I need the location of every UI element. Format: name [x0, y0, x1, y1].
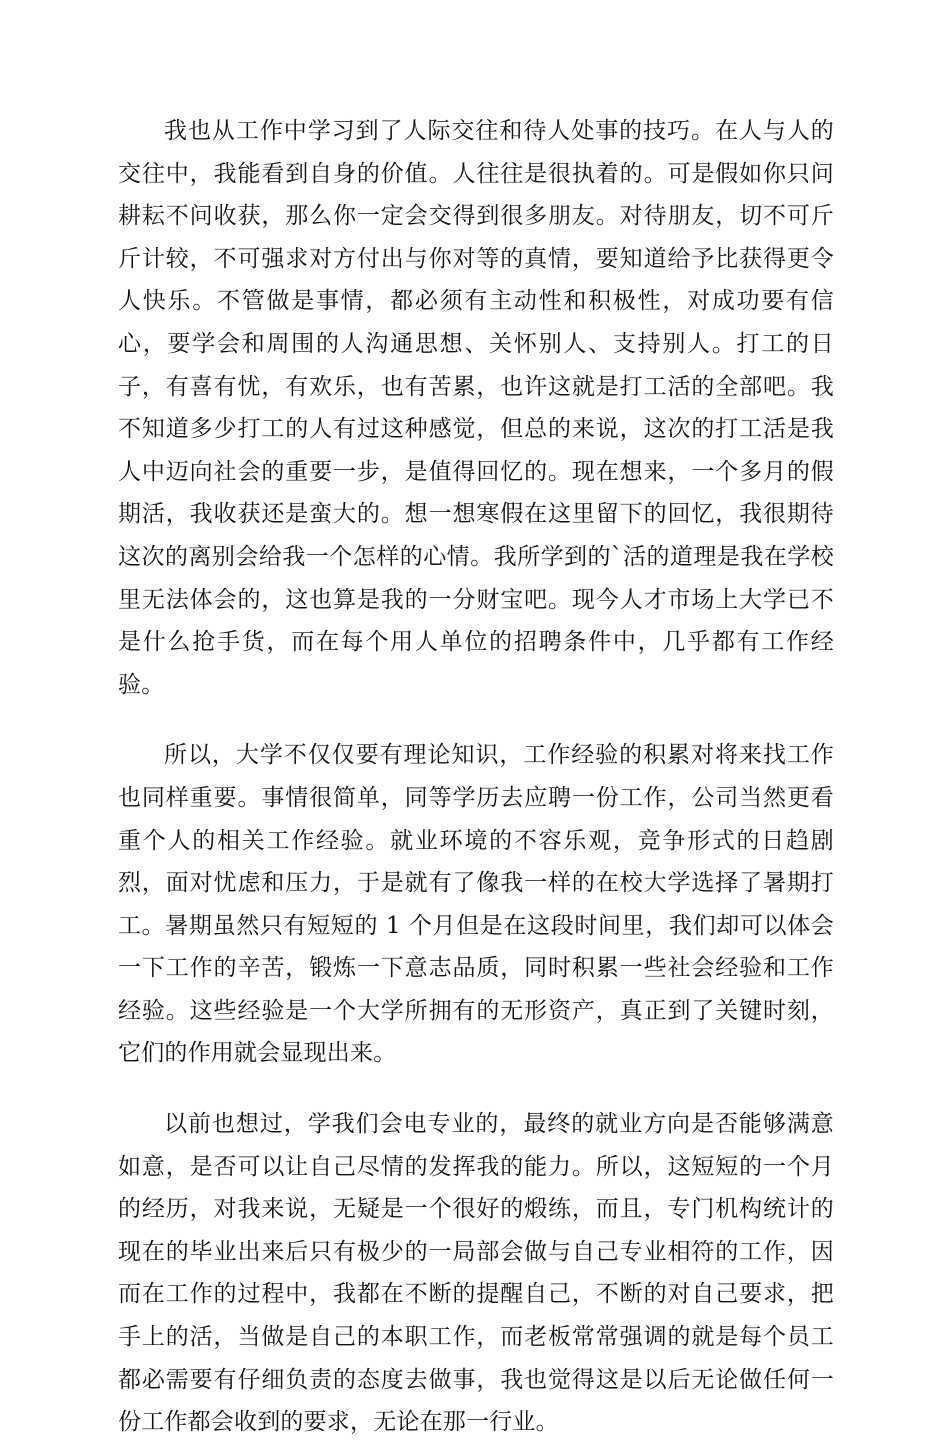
- paragraph-1: 我也从工作中学习到了人际交往和待人处事的技巧。在人与人的交往中，我能看到自身的价值。人往往是很执着的。可是假如你只问耕耘不问收获，那么你一定会交得到很多朋友。对待朋友，切不可斤斤计较，不可强求对方付出与你对等的真情，要知道给予比获得更令人快乐。不管做是事情，都必须有主动性和积极性，对成功要有信心，要学会和周围的人沟通思想、关怀别人、支持别人。打工的日子，有喜有忧，有欢乐，也有苦累，也许这就是打工活的全部吧。我不知道多少打工的人有过这种感觉，但总的来说，这次的打工活是我人中迈向社会的重要一步，是值得回忆的。现在想来，一个多月的假期活，我收获还是蛮大的。想一想寒假在这里留下的回忆，我很期待这次的离别会给我一个怎样的心情。我所学到的`活的道理是我在学校里无法体会的，这也算是我的一分财宝吧。现今人才市场上大学已不是什么抢手货，而在每个用人单位的招聘条件中，几乎都有工作经验。: [118, 118, 834, 698]
- document-body: [118, 110, 834, 1444]
- paragraph-2: 所以，大学不仅仅要有理论知识，工作经验的积累对将来找工作也同样重要。事情很简单，同等学历去应聘一份工作，公司当然更看重个人的相关工作经验。就业环境的不容乐观，竞争形式的日趋剧烈，面对忧虑和压力，于是就有了像我一样的在校大学选择了暑期打工。暑期虽然只有短短的 1 个月但是在这段时间里，我们却可以体会一下工作的辛苦，锻炼一下意志品质，同时积累一些社会经验和工作经验。这些经验是一个大学所拥有的无形资产，真正到了关键时刻，它们的作用就会显现出来。: [118, 742, 834, 1067]
- paragraph-3: 以前也想过，学我们会电专业的，最终的就业方向是否能够满意如意，是否可以让自己尽情的发挥我的能力。所以，这短短的一个月的经历，对我来说，无疑是一个很好的煅练，而且，专门机构统计的现在的毕业出来后只有极少的一局部会做与自己专业相符的工作，因而在工作的过程中，我都在不断的提醒自己，不断的对自己要求，把手上的活，当做是自己的本职工作，而老板常常强调的就是每个员工都必需要有仔细负责的态度去做事，我也觉得这是以后无论做任何一份工作都会收到的要求，无论在那一行业。: [118, 1111, 834, 1436]
